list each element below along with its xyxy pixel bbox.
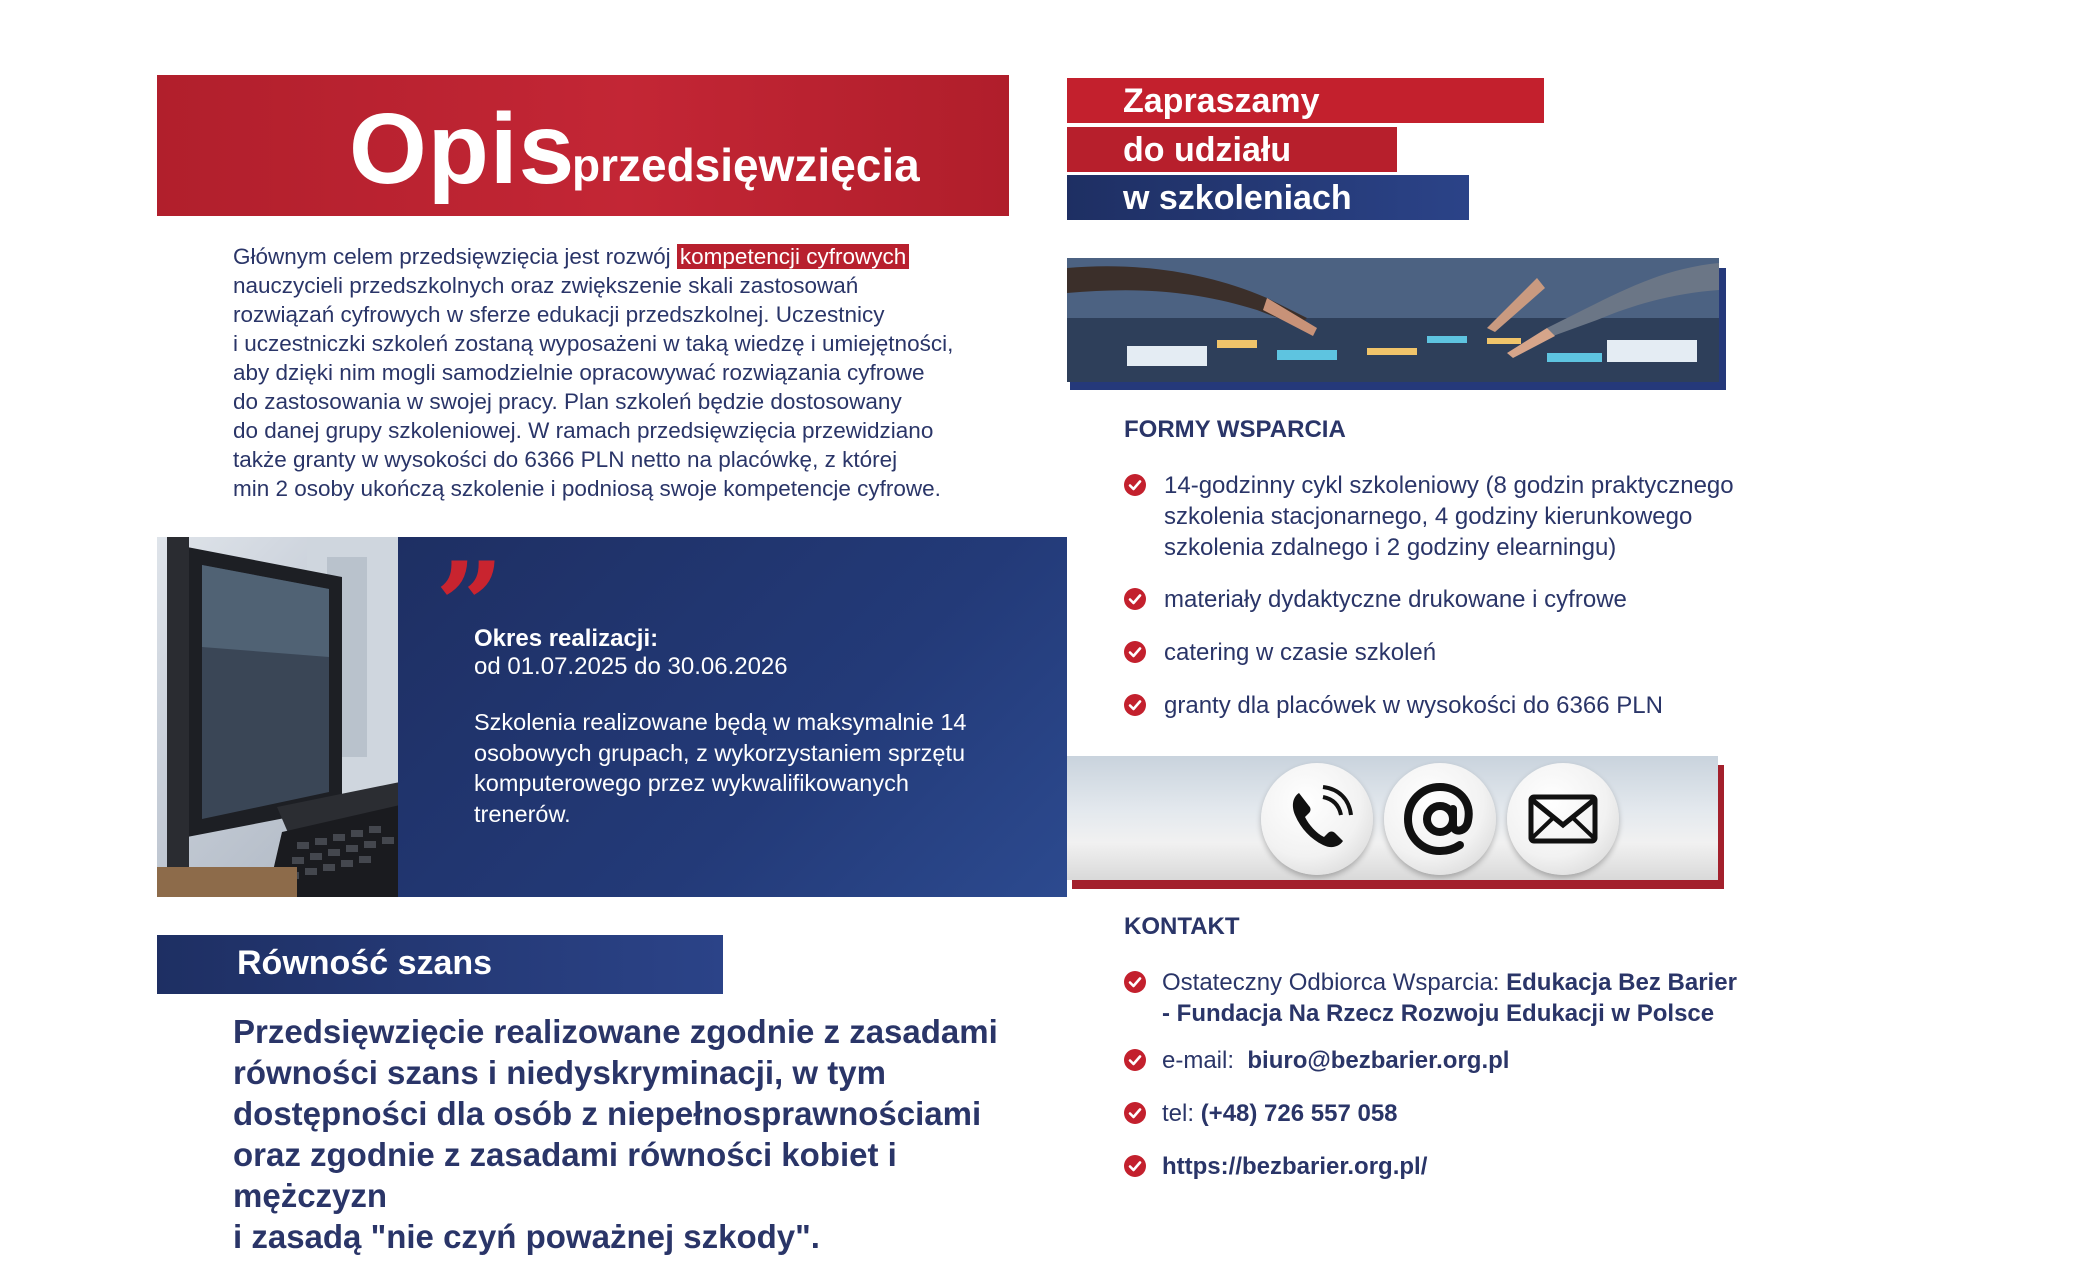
desc-line [233, 242, 1013, 271]
check-icon [1124, 588, 1146, 610]
info-line: trenerów. [474, 800, 571, 827]
info-line: osobowych grupach, z wykorzystaniem sprzętu [474, 739, 966, 766]
support-item-line: granty dla placówek w wysokości do 6366 PLN [1164, 692, 1663, 719]
computers-photo [157, 537, 400, 897]
equality-banner [157, 935, 723, 994]
envelope-icon [1507, 763, 1619, 875]
recipient-name-cont: - Fundacja Na Rzecz Rozwoju Edukacji w Polsce [1162, 1000, 1715, 1027]
recipient-label: Ostateczny Odbiorca Wsparcia: [1162, 969, 1507, 996]
at-icon [1384, 763, 1496, 875]
tel-link[interactable]: (+48) 726 557 058 [1200, 1100, 1398, 1127]
desc-line: do danej grupy szkoleniowej. W ramach przedsięwzięcia przewidziano [233, 418, 934, 443]
equality-text [233, 1011, 1033, 1257]
contact-heading: KONTAKT [1124, 913, 1240, 940]
support-item-line: materiały dydaktyczne drukowane i cyfrowe [1164, 586, 1627, 613]
equality-line: i zasadą "nie czyń poważnej szkody". [233, 1218, 820, 1255]
check-icon [1124, 1155, 1146, 1177]
invite-line-3: w szkoleniach [1123, 179, 1352, 217]
equality-line: oraz zgodnie z zasadami równości kobiet i mężczyzn [233, 1136, 897, 1214]
support-item-line: 14-godzinny cykl szkoleniowy (8 godzin praktycznego [1164, 472, 1734, 499]
tel-label: tel: [1162, 1100, 1201, 1127]
invite-bar-3 [1067, 175, 1469, 220]
desc-line: nauczycieli przedszkolnych oraz zwiększenie skali zastosowań [233, 273, 859, 298]
recipient-name: Edukacja Bez Barier [1506, 969, 1737, 996]
check-icon [1124, 694, 1146, 716]
invite-line-1: Zapraszamy [1123, 82, 1320, 120]
desc-line: aby dzięki nim mogli samodzielnie opracowywać rozwiązania cyfrowe [233, 360, 925, 385]
check-icon [1124, 1049, 1146, 1071]
equality-line: Przedsięwzięcie realizowane zgodnie z zasadami [233, 1013, 998, 1050]
project-description [233, 242, 1013, 503]
desc-line: także granty w wysokości do 6366 PLN netto na placówkę, z której [233, 447, 898, 472]
contact-photo [1067, 756, 1718, 880]
support-heading: FORMY WSPARCIA [1124, 416, 1346, 443]
page-subtitle: przedsięwzięcia [572, 139, 920, 191]
equality-line: równości szans i niedyskryminacji, w tym [233, 1054, 886, 1091]
support-item-line: szkolenia zdalnego i 2 godziny elearningu) [1164, 534, 1617, 561]
quote-mark-icon: ” [435, 536, 505, 677]
email-link[interactable]: biuro@bezbarier.org.pl [1247, 1047, 1510, 1074]
desc-line: i uczestniczki szkoleń zostaną wyposażeni w taką wiedzę i umiejętności, [233, 331, 954, 356]
desc-line: do zastosowania w swojej pracy. Plan szkoleń będzie dostosowany [233, 389, 902, 414]
invite-bar-1 [1067, 78, 1544, 123]
period-label: Okres realizacji: [474, 625, 659, 652]
page-title: Opis [349, 93, 576, 205]
info-line: Szkolenia realizowane będą w maksymalnie 14 [474, 709, 967, 735]
support-item-line: szkolenia stacjonarnego, 4 godziny kierunkowego [1164, 503, 1693, 530]
desc-text: Głównym celem przedsięwzięcia jest rozwój [233, 244, 677, 269]
highlight-digital-competences: kompetencji cyfrowych [677, 244, 909, 269]
info-panel [398, 537, 1067, 897]
period-value: od 01.07.2025 do 30.06.2026 [474, 653, 788, 680]
check-icon [1124, 474, 1146, 496]
support-item-line: catering w czasie szkoleń [1164, 639, 1437, 666]
equality-line: dostępności dla osób z niepełnosprawnościami [233, 1095, 982, 1132]
equality-title: Równość szans [237, 944, 493, 982]
website-link[interactable]: https://bezbarier.org.pl/ [1162, 1153, 1428, 1180]
desc-line: min 2 osoby ukończą szkolenie i podniosą swoje kompetencje cyfrowe. [233, 476, 941, 501]
check-icon [1124, 1102, 1146, 1124]
phone-icon [1261, 763, 1373, 875]
info-line: komputerowego przez wykwalifikowanych [474, 770, 909, 796]
invite-line-2: do udziału [1123, 131, 1292, 169]
email-label: e-mail: [1162, 1047, 1248, 1074]
desc-line: rozwiązań cyfrowych w sferze edukacji przedszkolnej. Uczestnicy [233, 302, 885, 327]
training-info [474, 707, 1014, 829]
check-icon [1124, 971, 1146, 993]
title-banner [157, 75, 1009, 216]
hands-photo [1067, 258, 1719, 382]
check-icon [1124, 641, 1146, 663]
invite-bar-2 [1067, 127, 1397, 172]
